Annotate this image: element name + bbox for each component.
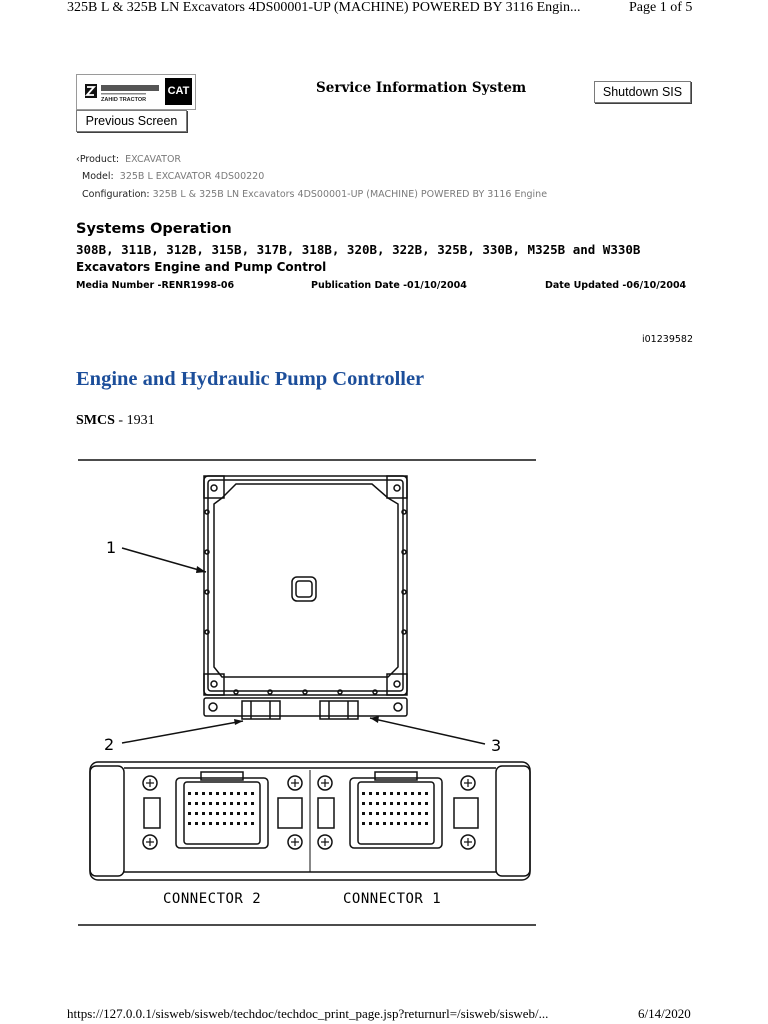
section-subtitle: Excavators Engine and Pump Control [76, 260, 327, 274]
connector-pin [195, 822, 198, 825]
product-value: EXCAVATOR [125, 154, 182, 165]
connector-pin [383, 802, 386, 805]
smcs-value: - 1931 [114, 413, 155, 428]
connector-pin [362, 812, 365, 815]
connector-pin [237, 812, 240, 815]
back-arrow-icon[interactable]: ‹ [76, 154, 80, 165]
section-title: Systems Operation [76, 221, 232, 237]
callout-3: 3 [491, 736, 502, 755]
connector-pin [404, 802, 407, 805]
connector-pin [411, 812, 414, 815]
connector-pin [195, 792, 198, 795]
smcs [76, 413, 155, 429]
connector-pin [244, 812, 247, 815]
connector-pin [251, 812, 254, 815]
connector-pin [376, 792, 379, 795]
connector-pin [390, 822, 393, 825]
connector-pin [369, 812, 372, 815]
print-footer-date: 6/14/2020 [638, 1006, 691, 1021]
controller-illustration [70, 452, 542, 932]
connector-pin [188, 822, 191, 825]
connector-pin [404, 792, 407, 795]
print-header-page: Page 1 of 5 [629, 0, 693, 15]
connector-pin [390, 792, 393, 795]
publication-date: Publication Date -01/10/2004 [311, 280, 467, 291]
connector-pin [237, 802, 240, 805]
callout-1: 1 [106, 538, 117, 557]
connector-pin [230, 792, 233, 795]
print-header [67, 0, 693, 16]
connector-pin [223, 802, 226, 805]
print-footer-url: https://127.0.0.1/sisweb/sisweb/techdoc/techdoc_print_page.jsp?returnurl=/sisweb/sisweb/... [67, 1006, 549, 1021]
connector-pin [418, 812, 421, 815]
connector-pin [369, 822, 372, 825]
date-updated: Date Updated -06/10/2004 [545, 280, 687, 291]
connector-1-shape [318, 772, 478, 849]
leader-1 [122, 548, 206, 572]
connector-pin [251, 792, 254, 795]
connector-pin [202, 822, 205, 825]
connector-pin [237, 792, 240, 795]
connector-pin [383, 792, 386, 795]
connector-pin [209, 812, 212, 815]
connector-pin [188, 792, 191, 795]
connector-pin [411, 792, 414, 795]
connector-pin [362, 802, 365, 805]
connector-pin [230, 812, 233, 815]
connector-pin [369, 802, 372, 805]
connector-pin [411, 802, 414, 805]
dealer-logo [76, 74, 196, 110]
page-title: Engine and Hydraulic Pump Controller [76, 368, 425, 390]
connector-pin [376, 802, 379, 805]
connector-pin [202, 802, 205, 805]
connector-pin [425, 822, 428, 825]
connector-pin [397, 812, 400, 815]
connector-pin [188, 802, 191, 805]
model-key: Model: [82, 171, 114, 182]
print-footer [67, 1006, 691, 1022]
connector-1-label: CONNECTOR 1 [343, 891, 442, 907]
meta-product [76, 154, 181, 165]
connector-pin [223, 792, 226, 795]
connector-pin [390, 812, 393, 815]
connector-pin [383, 812, 386, 815]
connector-pin [425, 812, 428, 815]
connector-pin [418, 802, 421, 805]
connector-pin [369, 792, 372, 795]
document-id: i01239582 [642, 334, 693, 345]
cat-logo: CAT [165, 78, 192, 105]
model-list: 308B, 311B, 312B, 315B, 317B, 318B, 320B, 322B, 325B, 330B, M325B and W330B [76, 242, 641, 257]
connector-pin [376, 812, 379, 815]
product-key: Product: [79, 154, 120, 165]
connector-pin [244, 822, 247, 825]
connector-pin [195, 802, 198, 805]
connector-2-shape [143, 772, 302, 849]
connector-pin [216, 822, 219, 825]
connector-pin [383, 822, 386, 825]
connector-pin [209, 792, 212, 795]
connector-pin [362, 792, 365, 795]
connector-pin [390, 802, 393, 805]
shutdown-sis-button[interactable]: Shutdown SIS [594, 81, 691, 103]
logo-dealer-text: ZAHID TRACTOR [101, 97, 147, 103]
connector-pin [251, 802, 254, 805]
connector-pin [418, 822, 421, 825]
media-number: Media Number -RENR1998-06 [76, 280, 235, 291]
print-header-title: 325B L & 325B LN Excavators 4DS00001-UP (MACHINE) POWERED BY 3116 Engin... [67, 0, 581, 15]
connector-pin [223, 822, 226, 825]
smcs-label: SMCS [76, 413, 115, 428]
connector-pin [418, 792, 421, 795]
connector-pin [376, 822, 379, 825]
model-value: 325B L EXCAVATOR 4DS00220 [119, 171, 265, 182]
connector-pin [425, 802, 428, 805]
leader-2 [122, 721, 243, 743]
connector-pin [425, 792, 428, 795]
config-key: Configuration: [82, 189, 150, 200]
connector-pin [230, 822, 233, 825]
connector-pin [202, 812, 205, 815]
connector-2-label: CONNECTOR 2 [163, 891, 262, 907]
connector-pin [362, 822, 365, 825]
connector-pin [216, 802, 219, 805]
connector-pin [404, 822, 407, 825]
connector-pin [216, 812, 219, 815]
connector-pin [230, 802, 233, 805]
connector-pin [202, 792, 205, 795]
connector-pin [223, 812, 226, 815]
connector-pin [209, 802, 212, 805]
ecm-diagram-icon [70, 452, 542, 932]
connector-pin [244, 792, 247, 795]
callout-2: 2 [104, 735, 115, 754]
connector-pin [209, 822, 212, 825]
meta-model [82, 171, 264, 182]
sis-title: Service Information System [316, 80, 527, 96]
connector-pin [397, 792, 400, 795]
connector-pin [244, 802, 247, 805]
connector-pin [404, 812, 407, 815]
connector-pin [251, 822, 254, 825]
previous-screen-button[interactable]: Previous Screen [76, 110, 187, 132]
config-value: 325B L & 325B LN Excavators 4DS00001-UP (MACHINE) POWERED BY 3116 Engine [152, 189, 548, 200]
connector-pin [397, 822, 400, 825]
meta-configuration [82, 189, 547, 200]
connector-pin [188, 812, 191, 815]
connector-pin [216, 792, 219, 795]
ecm-housing [204, 476, 407, 695]
connector-pin [195, 812, 198, 815]
leader-3 [370, 718, 485, 744]
connector-pin [237, 822, 240, 825]
zahid-tractor-logo-icon [83, 81, 163, 103]
connector-pin [397, 802, 400, 805]
connector-pin [411, 822, 414, 825]
